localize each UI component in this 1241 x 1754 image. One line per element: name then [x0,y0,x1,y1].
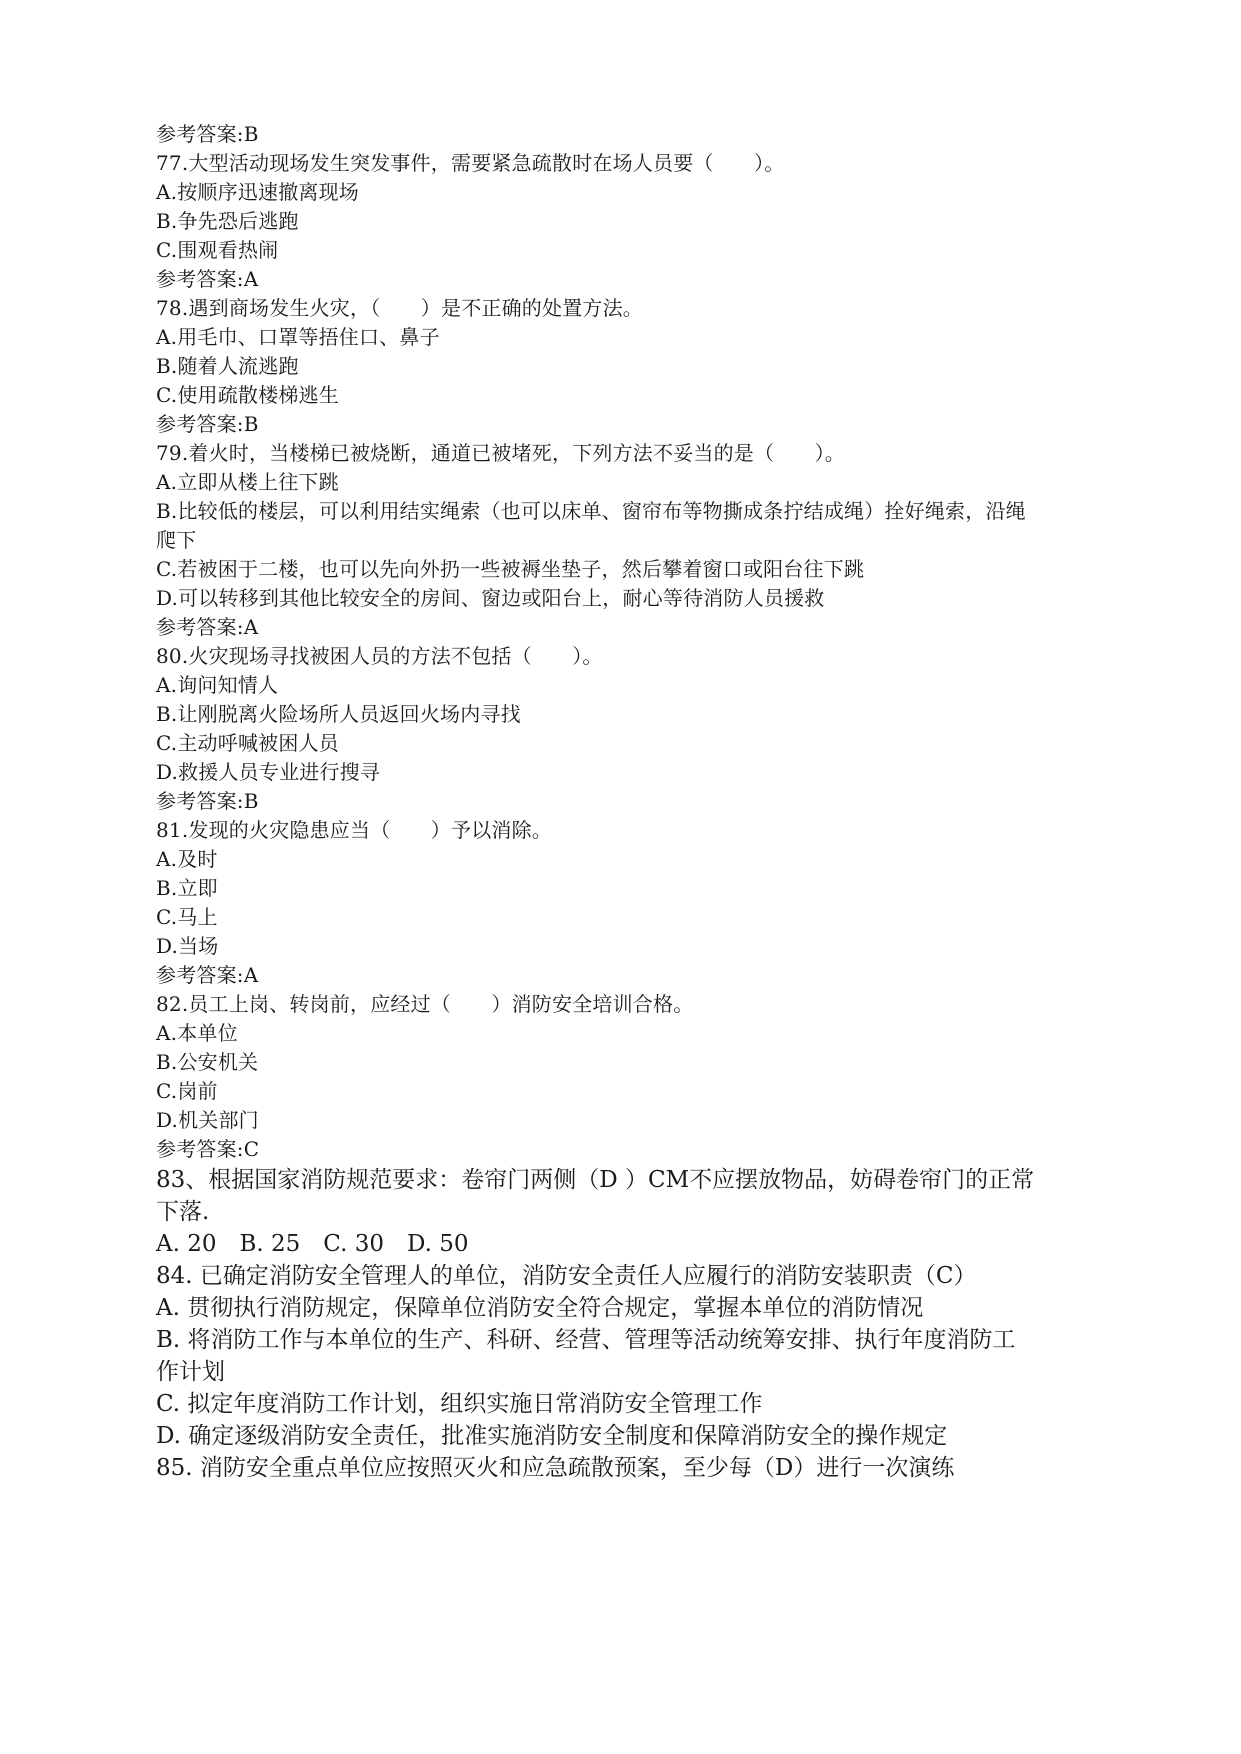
option-line: B.随着人流逃跑 [156,354,299,378]
option-line: B.争先恐后逃跑 [156,209,299,233]
question-78: 78.遇到商场发生火灾，（ ）是不正确的处置方法。 [156,296,644,320]
answer-line: 参考答案:B [156,789,259,813]
option-line: D.机关部门 [156,1108,259,1132]
option-line: C.岗前 [156,1079,218,1103]
question-83: 83、根据国家消防规范要求：卷帘门两侧（D ）CM不应摆放物品，妨碍卷帘门的正常 [156,1167,1035,1193]
question-83-continued: 下落. [156,1199,210,1225]
question-83-options: A. 20 B. 25 C. 30 D. 50 [156,1231,469,1257]
option-line: C.主动呼喊被困人员 [156,731,339,755]
question-80: 80.火灾现场寻找被困人员的方法不包括（ ）。 [156,644,603,668]
option-line: A.本单位 [156,1021,238,1045]
option-line: A.立即从楼上往下跳 [156,470,339,494]
option-line: C.马上 [156,905,218,929]
option-line: A.用毛巾、口罩等捂住口、鼻子 [156,325,440,349]
option-line: C.围观看热闹 [156,238,279,262]
option-line: A.按顺序迅速撤离现场 [156,180,360,204]
option-line: B.让刚脱离火险场所人员返回火场内寻找 [156,702,521,726]
option-line: B.立即 [156,876,218,900]
answer-line: 参考答案:A [156,963,259,987]
option-line: A.及时 [156,847,218,871]
option-line: D.当场 [156,934,219,958]
option-line: B. 将消防工作与本单位的生产、科研、经营、管理等活动统筹安排、执行年度消防工 [156,1327,1016,1353]
option-line: B.公安机关 [156,1050,259,1074]
answer-line: 参考答案:C [156,1137,260,1161]
option-line: C.若被困于二楼，也可以先向外扔一些被褥坐垫子，然后攀着窗口或阳台往下跳 [156,557,865,581]
option-line: C. 拟定年度消防工作计划，组织实施日常消防安全管理工作 [156,1391,763,1417]
option-line: D. 确定逐级消防安全责任，批准实施消防安全制度和保障消防安全的操作规定 [156,1423,948,1449]
question-82: 82.员工上岗、转岗前，应经过（ ）消防安全培训合格。 [156,992,694,1016]
option-line: D.可以转移到其他比较安全的房间、窗边或阳台上，耐心等待消防人员援救 [156,586,825,610]
question-84: 84. 已确定消防安全管理人的单位，消防安全责任人应履行的消防安装职责（C） [156,1263,977,1289]
question-81: 81.发现的火灾隐患应当（ ）予以消除。 [156,818,553,842]
option-line: D.救援人员专业进行搜寻 [156,760,381,784]
option-line: C.使用疏散楼梯逃生 [156,383,339,407]
option-line: A.询问知情人 [156,673,279,697]
question-77: 77.大型活动现场发生突发事件，需要紧急疏散时在场人员要（ ）。 [156,151,785,175]
option-line: B.比较低的楼层，可以利用结实绳索（也可以床单、窗帘布等物撕成条拧结成绳）拴好绳索，沿绳 [156,499,1026,523]
answer-line: 参考答案:A [156,267,259,291]
option-line: A. 贯彻执行消防规定，保障单位消防安全符合规定，掌握本单位的消防情况 [156,1295,924,1321]
answer-line: 参考答案:B [156,122,259,146]
question-85: 85. 消防安全重点单位应按照灭火和应急疏散预案，至少每（D）进行一次演练 [156,1455,955,1481]
answer-line: 参考答案:A [156,615,259,639]
option-line-continued: 爬下 [156,528,197,552]
option-line-continued: 作计划 [156,1359,225,1385]
question-79: 79.着火时，当楼梯已被烧断，通道已被堵死，下列方法不妥当的是（ ）。 [156,441,846,465]
answer-line: 参考答案:B [156,412,259,436]
